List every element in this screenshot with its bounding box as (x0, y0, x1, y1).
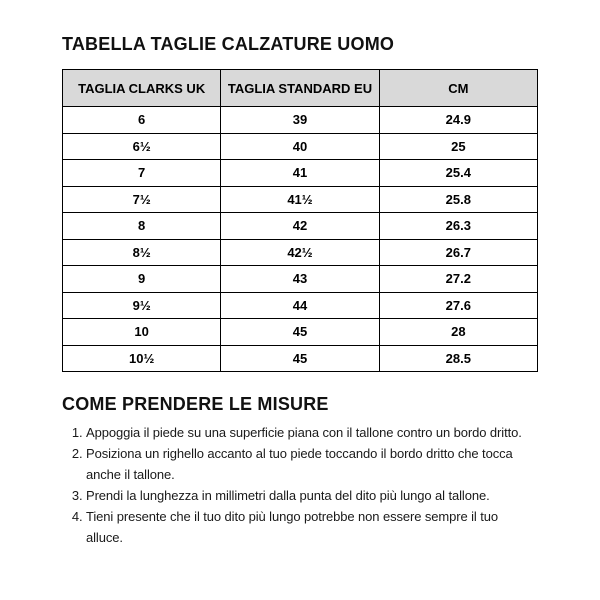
size-cell-eu: 42 (221, 213, 379, 240)
size-cell-cm: 26.3 (379, 213, 537, 240)
size-cell-cm: 27.2 (379, 266, 537, 293)
measure-steps-list (62, 422, 538, 548)
size-cell-cm: 25 (379, 133, 537, 160)
page-title: TABELLA TAGLIE CALZATURE UOMO (62, 34, 395, 54)
size-cell-uk: 7½ (63, 186, 221, 213)
measure-step: 3. Prendi la lunghezza in millimetri dalla punta del dito più lungo al tallone. (86, 485, 538, 506)
table-row (63, 186, 538, 213)
size-cell-eu: 44 (221, 292, 379, 319)
size-cell-cm: 28.5 (379, 345, 537, 372)
measure-step: 4. Tieni presente che il tuo dito più lungo potrebbe non essere sempre il tuo alluce. (86, 506, 538, 548)
table-row (63, 213, 538, 240)
size-table-body (63, 107, 538, 372)
size-cell-cm: 28 (379, 319, 537, 346)
size-cell-eu: 41½ (221, 186, 379, 213)
size-cell-uk: 10½ (63, 345, 221, 372)
table-row (63, 292, 538, 319)
size-cell-uk: 10 (63, 319, 221, 346)
size-cell-uk: 6½ (63, 133, 221, 160)
table-row (63, 239, 538, 266)
table-row (63, 107, 538, 134)
table-row (63, 266, 538, 293)
size-cell-eu: 41 (221, 160, 379, 187)
size-cell-uk: 9½ (63, 292, 221, 319)
size-cell-eu: 43 (221, 266, 379, 293)
size-cell-uk: 8 (63, 213, 221, 240)
size-cell-eu: 40 (221, 133, 379, 160)
size-cell-cm: 25.8 (379, 186, 537, 213)
table-row (63, 319, 538, 346)
header-cell-cm: CM (379, 70, 537, 107)
table-header-row (63, 70, 538, 107)
size-cell-uk: 6 (63, 107, 221, 134)
table-row (63, 160, 538, 187)
size-cell-cm: 25.4 (379, 160, 537, 187)
size-cell-eu: 39 (221, 107, 379, 134)
size-table (62, 69, 538, 372)
measure-step: 2. Posiziona un righello accanto al tuo piede toccando il bordo dritto che tocca anche il tallone. (86, 443, 538, 485)
size-cell-cm: 24.9 (379, 107, 537, 134)
size-cell-uk: 8½ (63, 239, 221, 266)
size-cell-eu: 42½ (221, 239, 379, 266)
size-table-head (63, 70, 538, 107)
size-cell-uk: 9 (63, 266, 221, 293)
header-cell-uk: TAGLIA CLARKS UK (63, 70, 221, 107)
measure-section-title: COME PRENDERE LE MISURE (62, 394, 329, 414)
table-row (63, 133, 538, 160)
size-cell-eu: 45 (221, 319, 379, 346)
size-cell-cm: 27.6 (379, 292, 537, 319)
size-cell-uk: 7 (63, 160, 221, 187)
size-cell-eu: 45 (221, 345, 379, 372)
table-row (63, 345, 538, 372)
measure-step: 1. Appoggia il piede su una superficie piana con il tallone contro un bordo dritto. (86, 422, 538, 443)
size-cell-cm: 26.7 (379, 239, 537, 266)
header-cell-eu: TAGLIA STANDARD EU (221, 70, 379, 107)
